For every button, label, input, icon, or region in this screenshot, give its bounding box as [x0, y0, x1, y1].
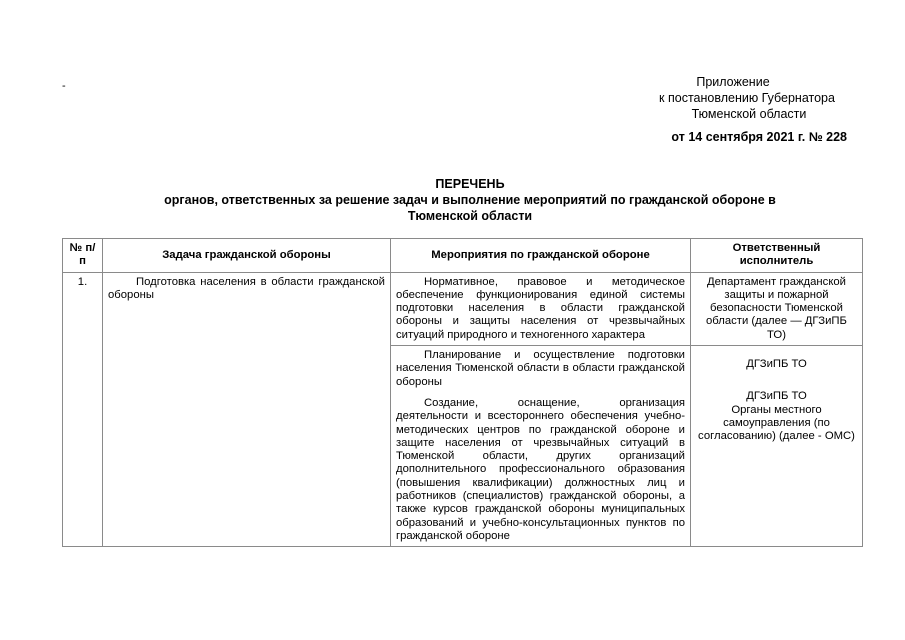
appendix-label: Приложение — [696, 75, 770, 89]
header-task: Задача гражданской обороны — [103, 239, 391, 273]
appendix-region: Тюменской области — [691, 107, 807, 121]
header-responsible: Ответственный исполнитель — [691, 239, 863, 273]
task-cell: Подготовка населения в области гражданской обороны — [103, 272, 391, 547]
responsible-3: ДГЗиПБ ТО Органы местного самоуправления (по согласованию) (далее - ОМС) — [698, 390, 855, 443]
table-header-row — [63, 239, 863, 273]
civil-defense-table — [62, 238, 863, 547]
title-line-2: органов, ответственных за решение задач и выполнение мероприятий по гражданской обороне в — [164, 193, 776, 207]
title-line-1: ПЕРЕЧЕНЬ — [435, 177, 505, 191]
header-num: № п/п — [63, 239, 103, 273]
measure-2: Планирование и осуществление подготовки населения Тюменской области в области гражданской обороны — [396, 349, 685, 388]
row-number: 1. — [63, 272, 103, 547]
responsible-cell-2-3 — [691, 346, 863, 547]
measure-cell-1: Нормативное, правовое и методическое обеспечение функционирования единой системы подготовки населения в области гражданской обороны и защиты населения от чрезвычайных ситуаций природного и техногенного характера — [391, 272, 691, 345]
measure-cell-2-3 — [391, 346, 691, 547]
decree-date: от 14 сентября 2021 г. № 228 — [671, 130, 847, 144]
responsible-2: ДГЗиПБ ТО — [746, 358, 807, 371]
header-measures: Мероприятия по гражданской обороне — [391, 239, 691, 273]
stray-dash: - — [62, 80, 66, 92]
measure-3: Создание, оснащение, организация деятельности и всестороннего обеспечения учебно-методических центров по гражданской обороне и защите населения от чрезвычайных ситуаций в Тюменской области, других организаций дополнительного профессионального образования (повышения квалификации) должностных лиц и работников (специалистов) гражданской обороны, а также курсов гражданской обороны муниципальных образований и учебно-консультационных пунктов по гражданской обороне — [396, 396, 685, 542]
table-row — [63, 272, 863, 345]
appendix-block — [587, 74, 847, 145]
responsible-cell-1: Департамент гражданской защиты и пожарной безопасности Тюменской области (далее — ДГЗиПБ ТО) — [691, 272, 863, 345]
document-title — [60, 176, 880, 224]
appendix-reference: к постановлению Губернатора — [659, 91, 835, 105]
title-line-3: Тюменской области — [407, 209, 533, 223]
